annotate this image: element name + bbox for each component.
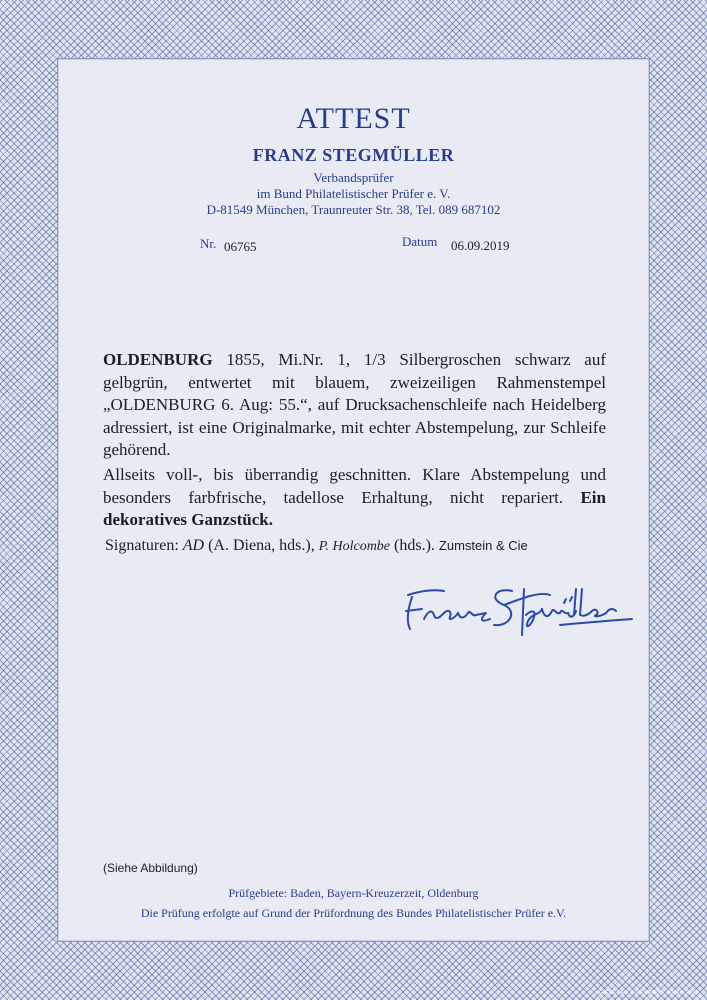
signatures-line — [105, 537, 528, 555]
nr-label: Nr. — [200, 236, 217, 251]
signature-hds: (hds.). — [390, 537, 439, 554]
certificate-panel — [57, 58, 650, 942]
examination-areas: Prüfgebiete: Baden, Bayern-Kreuzerzeit, Oldenburg — [228, 886, 479, 900]
handwritten-signature — [400, 569, 635, 639]
signature-holcombe: P. Holcombe — [318, 539, 391, 554]
figure-note: (Siehe Abbildung) — [103, 861, 198, 875]
examiner-association: im Bund Philatelistischer Prüfer e. V. — [256, 186, 451, 201]
signature-zumstein: Zumstein & Cie — [438, 538, 528, 553]
examiner-role: Verbandsprüfer — [313, 170, 394, 185]
description-paragraph — [103, 349, 606, 462]
description-text: 1855, Mi.Nr. 1, 1/3 Silbergroschen schwarz auf gelbgrün, entwertet mit blauem, zweizeiligen Rahmenstempel „OLDENBURG 6. Aug: 55.“, auf Drucksachenschleife nach Heidelberg adressiert, ist eine Originalmarke, mit echter Abstempelung, zur Schleife gehörend. — [103, 350, 606, 459]
signature-ad: AD — [182, 537, 205, 554]
stamp-country: OLDENBURG — [103, 350, 213, 369]
condition-paragraph — [103, 464, 606, 532]
condition-summary: Ein dekoratives Ganzstück. — [103, 487, 606, 529]
condition-text: Allseits voll-, bis überrandig geschnitten. Klare Abstempelung und besonders farbfrische, tadellose Erhaltung, nicht repariert. — [103, 465, 606, 507]
certificate-date: 06.09.2019 — [451, 238, 510, 253]
printer-imprint: GIESECKE & DEVRIENT GMBH 2019 — [598, 990, 699, 996]
examination-basis: Die Prüfung erfolgte auf Grund der Prüfordnung des Bundes Philatelistischer Prüfer e.V. — [140, 906, 567, 920]
examiner-address: D-81549 München, Traunreuter Str. 38, Tel. 089 687102 — [206, 202, 501, 217]
signatures-label: Signaturen: — [105, 537, 183, 554]
certificate-title: ATTEST — [296, 102, 411, 135]
date-label: Datum — [402, 234, 438, 249]
signature-diena: (A. Diena, hds.), — [204, 537, 319, 554]
certificate-number: 06765 — [224, 239, 257, 254]
examiner-name: FRANZ STEGMÜLLER — [252, 145, 455, 165]
